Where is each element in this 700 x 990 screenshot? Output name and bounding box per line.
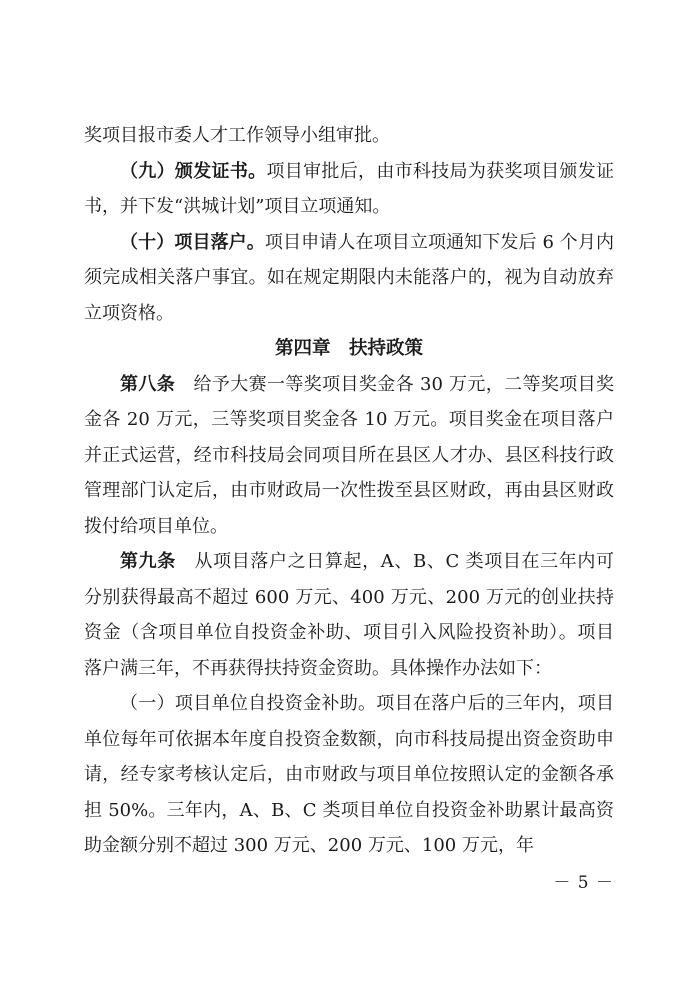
- paragraph-heading: （九）颁发证书。: [120, 160, 267, 182]
- article-text: 从项目落户之日算起，A、B、C 类项目在三年内可分别获得最高不超过 600 万元、400 万元、200 万元的创业扶持资金（含项目单位自投资金补助、项目引入风险投资补助）。项目落户满三年，不再获得扶持资金资助。具体操作办法如下：: [84, 551, 615, 679]
- article-heading: 第九条: [120, 551, 176, 572]
- paragraph-continuation: 奖项目报市委人才工作领导小组审批。: [84, 125, 390, 146]
- article-nine: [84, 544, 614, 686]
- paragraph-text: 项目审批后，由市科技局为获奖项目颁发证书，并下发“洪城计划”项目立项通知。: [84, 160, 615, 217]
- article-heading: 第八条: [120, 373, 176, 395]
- page-number: － 5 －: [553, 873, 614, 893]
- document-body: [84, 118, 614, 864]
- article-eight: [84, 367, 614, 545]
- chapter-title: 第四章 扶持政策: [274, 338, 423, 359]
- paragraph-self-investment-subsidy: [84, 686, 614, 864]
- paragraph-project-settlement: [84, 225, 614, 332]
- paragraph-issue-certificate: [84, 154, 614, 225]
- paragraph-heading: （十）项目落户。: [120, 231, 265, 253]
- paragraph-text: （一）项目单位自投资金补助。项目在落户后的三年内，项目单位每年可依据本年度自投资金数额，向市科技局提出资金资助申请，经专家考核认定后，由市财政与项目单位按照认定的金额各承担 50%。三年内，A、B、C 类项目单位自投资金补助累计最高资助金额分别不超过 300 万元、200 万元、100 万元，年: [84, 693, 614, 856]
- paragraph-text: 项目申请人在项目立项通知下发后 6 个月内须完成相关落户事宜。如在规定期限内未能落户的，视为自动放弃立项资格。: [84, 231, 614, 324]
- article-text: 给予大赛一等奖项目奖金各 30 万元，二等奖项目奖金各 20 万元，三等奖项目奖金各 10 万元。项目奖金在项目落户并正式运营，经市科技局会同项目所在县区人才办、县区科技行政管理部门认定后，由市财政局一次性拨至县区财政，再由县区财政拨付给项目单位。: [84, 373, 614, 537]
